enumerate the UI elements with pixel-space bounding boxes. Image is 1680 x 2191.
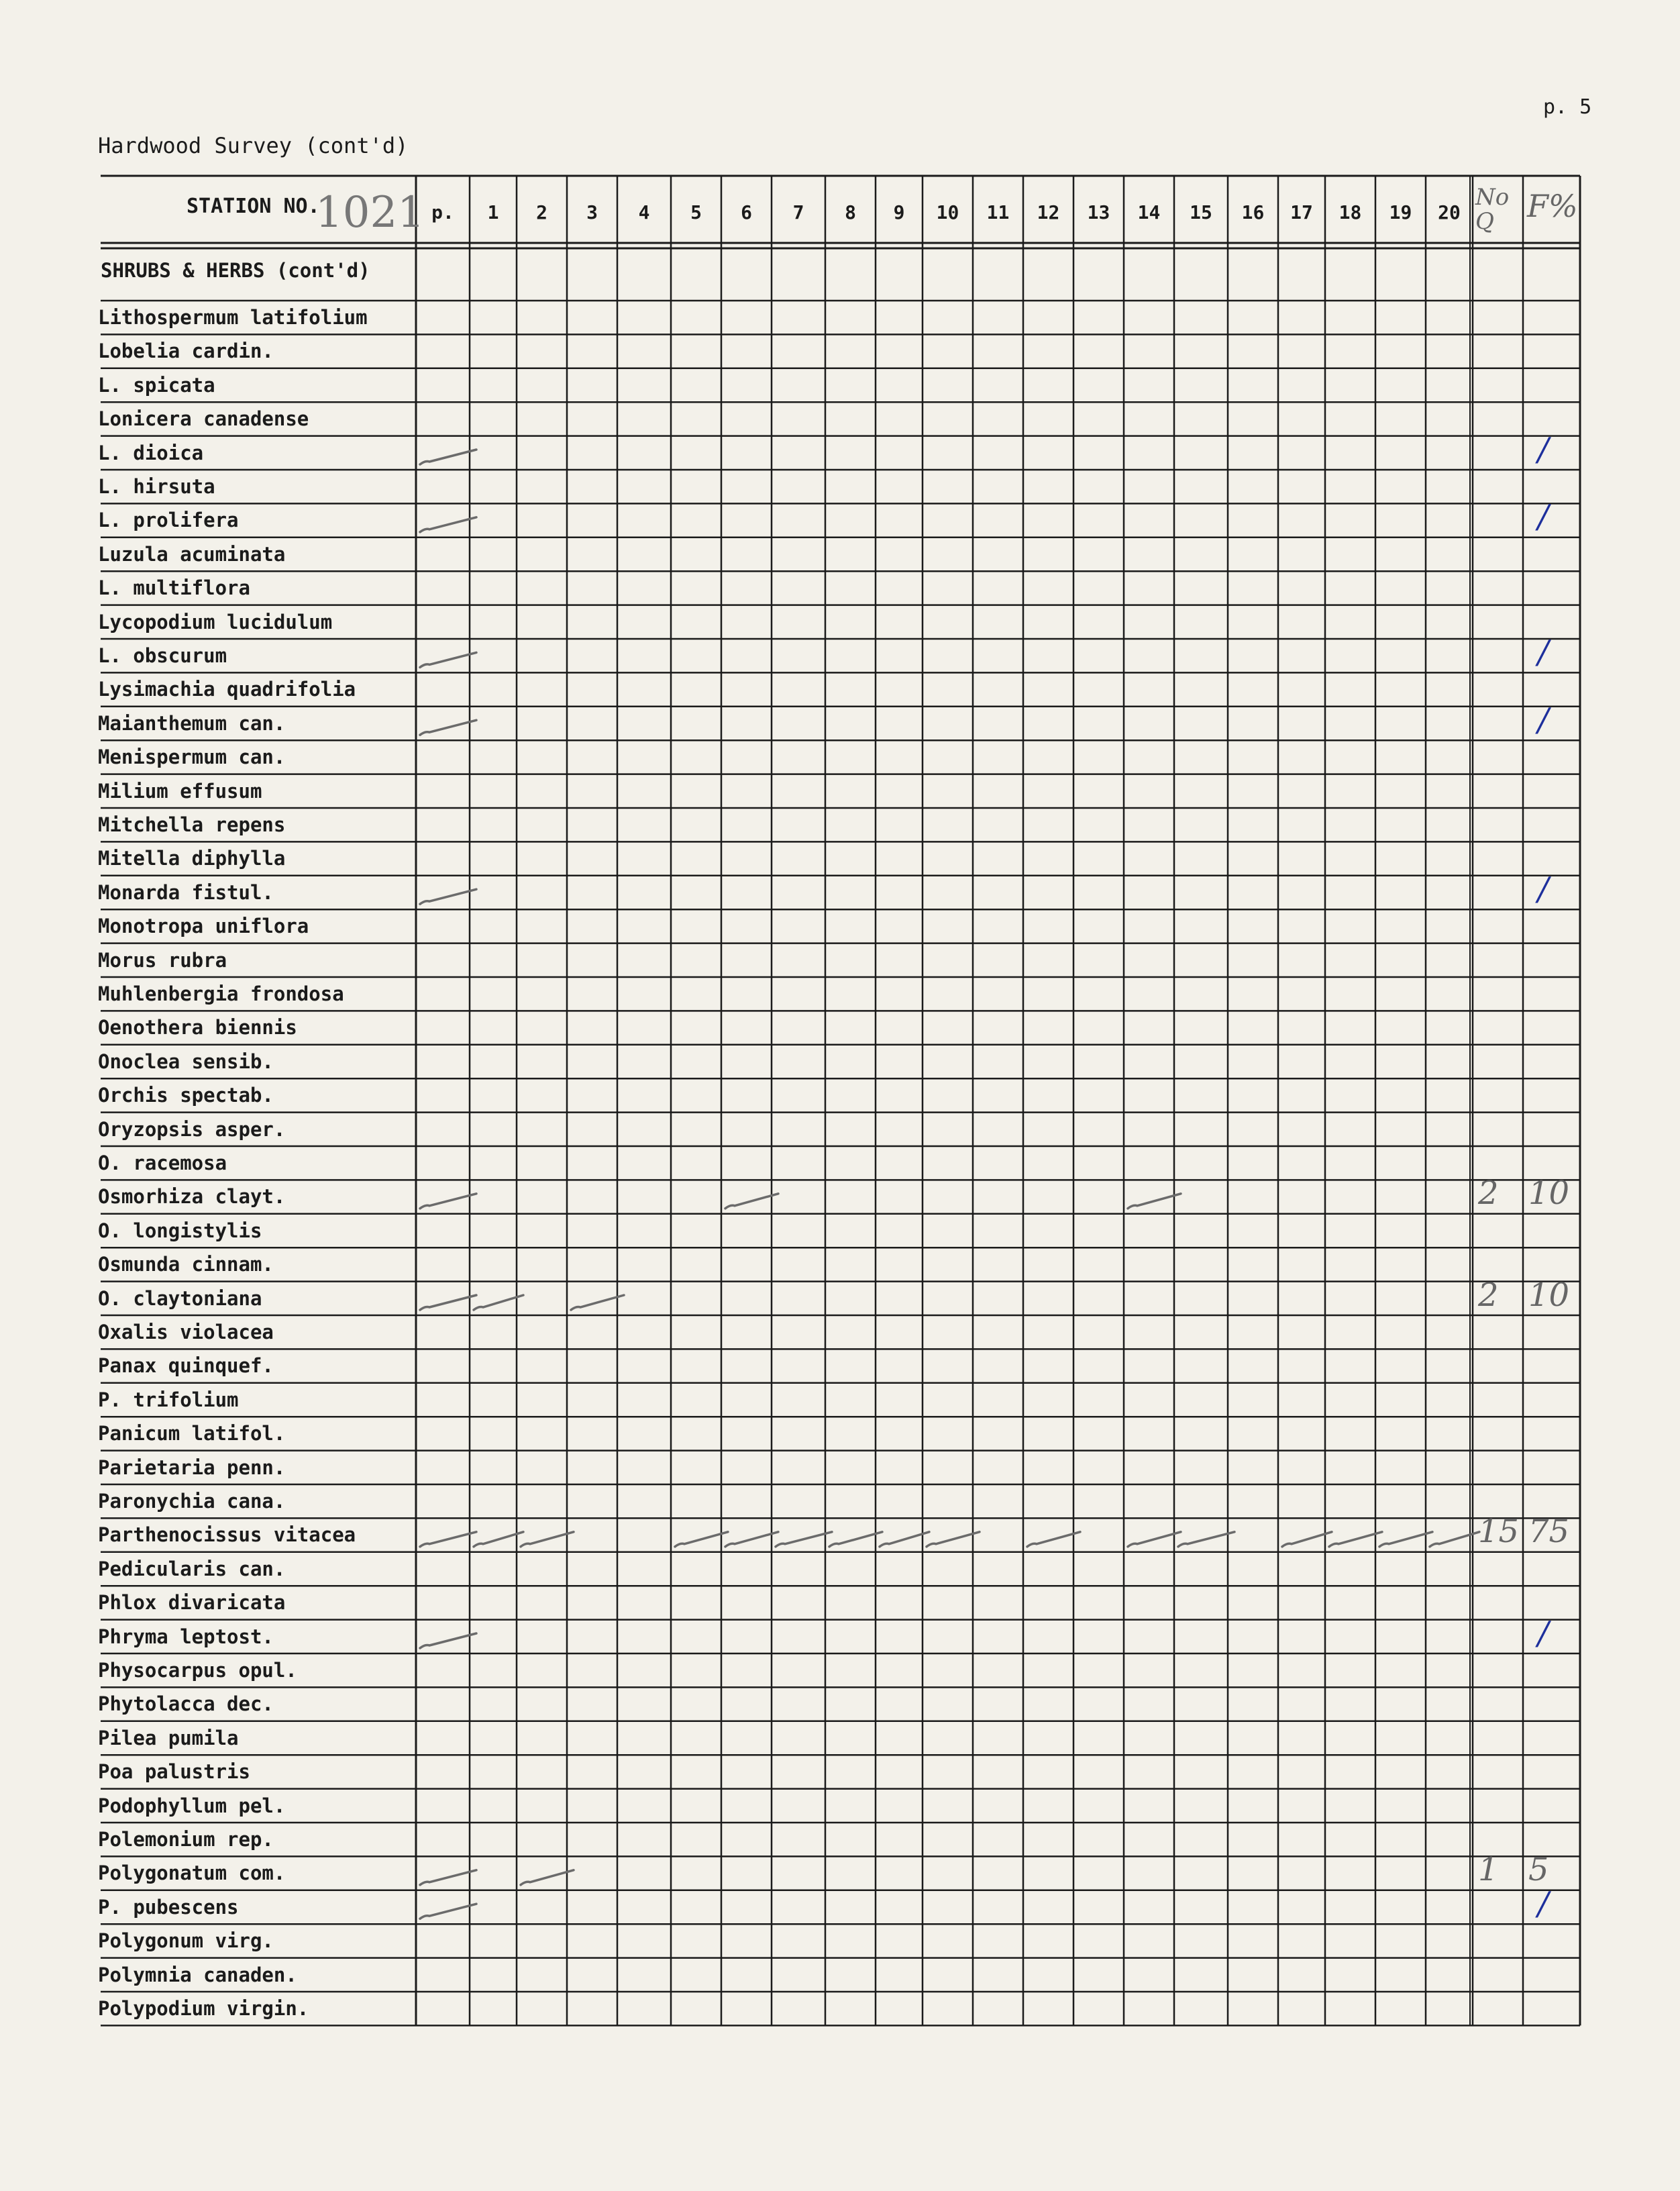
species-name: Milium effusum (98, 779, 262, 803)
check-mark (725, 1194, 778, 1209)
species-name: Menispermum can. (98, 746, 286, 769)
quadrat-count: 15 (1478, 1513, 1520, 1551)
species-name: L. spicata (98, 373, 215, 397)
column-header: 2 (536, 201, 547, 223)
species-name: Polymnia canaden. (98, 1963, 297, 1986)
column-header: 6 (741, 201, 752, 223)
species-name: Morus rubra (98, 948, 227, 972)
column-header: 19 (1389, 201, 1412, 223)
species-name: Mitella diphylla (98, 847, 286, 870)
species-name: Panax quinquef. (98, 1354, 274, 1378)
column-header: 9 (893, 201, 905, 223)
species-name: Lithospermum latifolium (98, 306, 368, 329)
column-header: 20 (1438, 201, 1461, 223)
species-name: Polypodium virgin. (98, 1997, 309, 2020)
species-name: Poa palustris (98, 1760, 250, 1784)
species-name: O. claytoniana (98, 1286, 262, 1310)
check-mark (521, 1870, 574, 1885)
species-name: P. trifolium (98, 1388, 239, 1411)
species-name: Muhlenbergia frondosa (98, 982, 344, 1005)
column-header: 1 (487, 201, 499, 223)
column-header: p. (431, 201, 454, 223)
species-name: Panicum latifol. (98, 1422, 286, 1445)
check-mark (420, 1295, 476, 1310)
check-mark (1027, 1532, 1080, 1547)
frequency-value: 10 (1528, 1276, 1570, 1314)
check-mark (1379, 1532, 1432, 1547)
species-name: L. dioica (98, 441, 204, 464)
frequency-tick: / (1538, 1614, 1549, 1652)
frequency-tick: / (1538, 1884, 1549, 1923)
column-header: 8 (845, 201, 856, 223)
species-name: Monotropa uniflora (98, 915, 309, 938)
column-header: 18 (1338, 201, 1362, 223)
species-name: L. hirsuta (98, 475, 215, 498)
species-name: Oryzopsis asper. (98, 1117, 286, 1141)
species-name: Polygonatum com. (98, 1862, 286, 1885)
page-number: p. 5 (1543, 95, 1592, 119)
species-name: Monarda fistul. (98, 880, 274, 904)
species-name: Osmorhiza clayt. (98, 1185, 286, 1209)
check-mark (420, 889, 476, 904)
check-mark (927, 1532, 980, 1547)
column-header: 15 (1190, 201, 1212, 223)
check-mark (420, 1870, 476, 1885)
species-name: Lysimachia quadrifolia (98, 678, 356, 701)
check-mark (1329, 1532, 1382, 1547)
species-name: L. prolifera (98, 509, 239, 532)
species-name: Phlox divaricata (98, 1591, 286, 1615)
species-name: Lonicera canadense (98, 407, 309, 431)
frequency-header: F% (1527, 188, 1578, 224)
check-mark (420, 720, 476, 735)
column-header: 17 (1290, 201, 1313, 223)
column-header: 14 (1137, 201, 1161, 223)
species-name: Polemonium rep. (98, 1828, 274, 1851)
species-name: Phryma leptost. (98, 1625, 274, 1648)
column-header: 12 (1037, 201, 1060, 223)
species-name: O. longistylis (98, 1219, 262, 1242)
frequency-value: 75 (1528, 1513, 1570, 1551)
quadrat-count: 2 (1478, 1174, 1499, 1213)
frequency-value: 5 (1528, 1851, 1549, 1889)
station-number: 1021 (315, 188, 425, 238)
check-mark (675, 1532, 728, 1547)
species-name: Lobelia cardin. (98, 340, 274, 363)
column-header: 3 (586, 201, 598, 223)
check-mark (1128, 1532, 1181, 1547)
species-name: Osmunda cinnam. (98, 1253, 274, 1276)
column-header: 10 (936, 201, 959, 223)
species-name: Physocarpus opul. (98, 1659, 297, 1682)
column-header: 11 (986, 201, 1010, 223)
frequency-tick: / (1538, 430, 1549, 468)
species-name: Polygonum virg. (98, 1929, 274, 1953)
quadrat-count: 1 (1478, 1851, 1499, 1889)
quadrat-count: 2 (1478, 1276, 1499, 1314)
species-name: O. racemosa (98, 1152, 227, 1174)
check-mark (420, 652, 476, 667)
species-name: Oxalis violacea (98, 1321, 274, 1343)
check-mark (1178, 1532, 1235, 1547)
check-mark (1128, 1194, 1181, 1209)
check-mark (725, 1532, 778, 1547)
check-mark (420, 1532, 476, 1547)
frequency-tick: / (1538, 633, 1549, 671)
check-mark (420, 450, 476, 464)
species-name: Parietaria penn. (98, 1456, 286, 1479)
species-name: Lycopodium lucidulum (98, 610, 333, 633)
column-header: 13 (1087, 201, 1110, 223)
check-mark (420, 1194, 476, 1209)
species-name: Oenothera biennis (98, 1016, 297, 1039)
no-quadrats-header: No Q (1475, 184, 1510, 235)
species-name: Paronychia cana. (98, 1490, 286, 1513)
species-name: Podophyllum pel. (98, 1794, 286, 1817)
column-header: 16 (1241, 201, 1265, 223)
species-name: Pedicularis can. (98, 1557, 286, 1580)
column-header: 7 (792, 201, 804, 223)
check-mark (521, 1532, 574, 1547)
check-mark (420, 517, 476, 532)
species-name: Onoclea sensib. (98, 1050, 274, 1073)
document-title: Hardwood Survey (cont'd) (98, 133, 409, 158)
column-header: 5 (690, 201, 702, 223)
frequency-tick: / (1538, 701, 1549, 739)
station-label: STATION NO. (187, 195, 320, 218)
check-mark (420, 1633, 476, 1648)
frequency-tick: / (1538, 870, 1549, 908)
species-name: L. obscurum (98, 644, 227, 667)
species-name: P. pubescens (98, 1895, 239, 1919)
species-name: Orchis spectab. (98, 1084, 274, 1107)
species-name: Mitchella repens (98, 813, 286, 836)
species-name: Maianthemum can. (98, 711, 286, 735)
check-mark (829, 1532, 882, 1547)
check-mark (420, 1904, 476, 1919)
frequency-value: 10 (1528, 1174, 1570, 1213)
frequency-tick: / (1538, 498, 1549, 536)
species-name: Phytolacca dec. (98, 1692, 274, 1716)
species-name: Parthenocissus vitacea (98, 1523, 356, 1547)
column-header: 4 (638, 201, 650, 223)
species-name: Luzula acuminata (98, 542, 286, 566)
species-name: L. multiflora (98, 576, 250, 600)
species-name: Pilea pumila (98, 1726, 239, 1749)
check-mark (776, 1532, 832, 1547)
section-label: SHRUBS & HERBS (cont'd) (101, 259, 370, 282)
check-mark (571, 1295, 624, 1310)
